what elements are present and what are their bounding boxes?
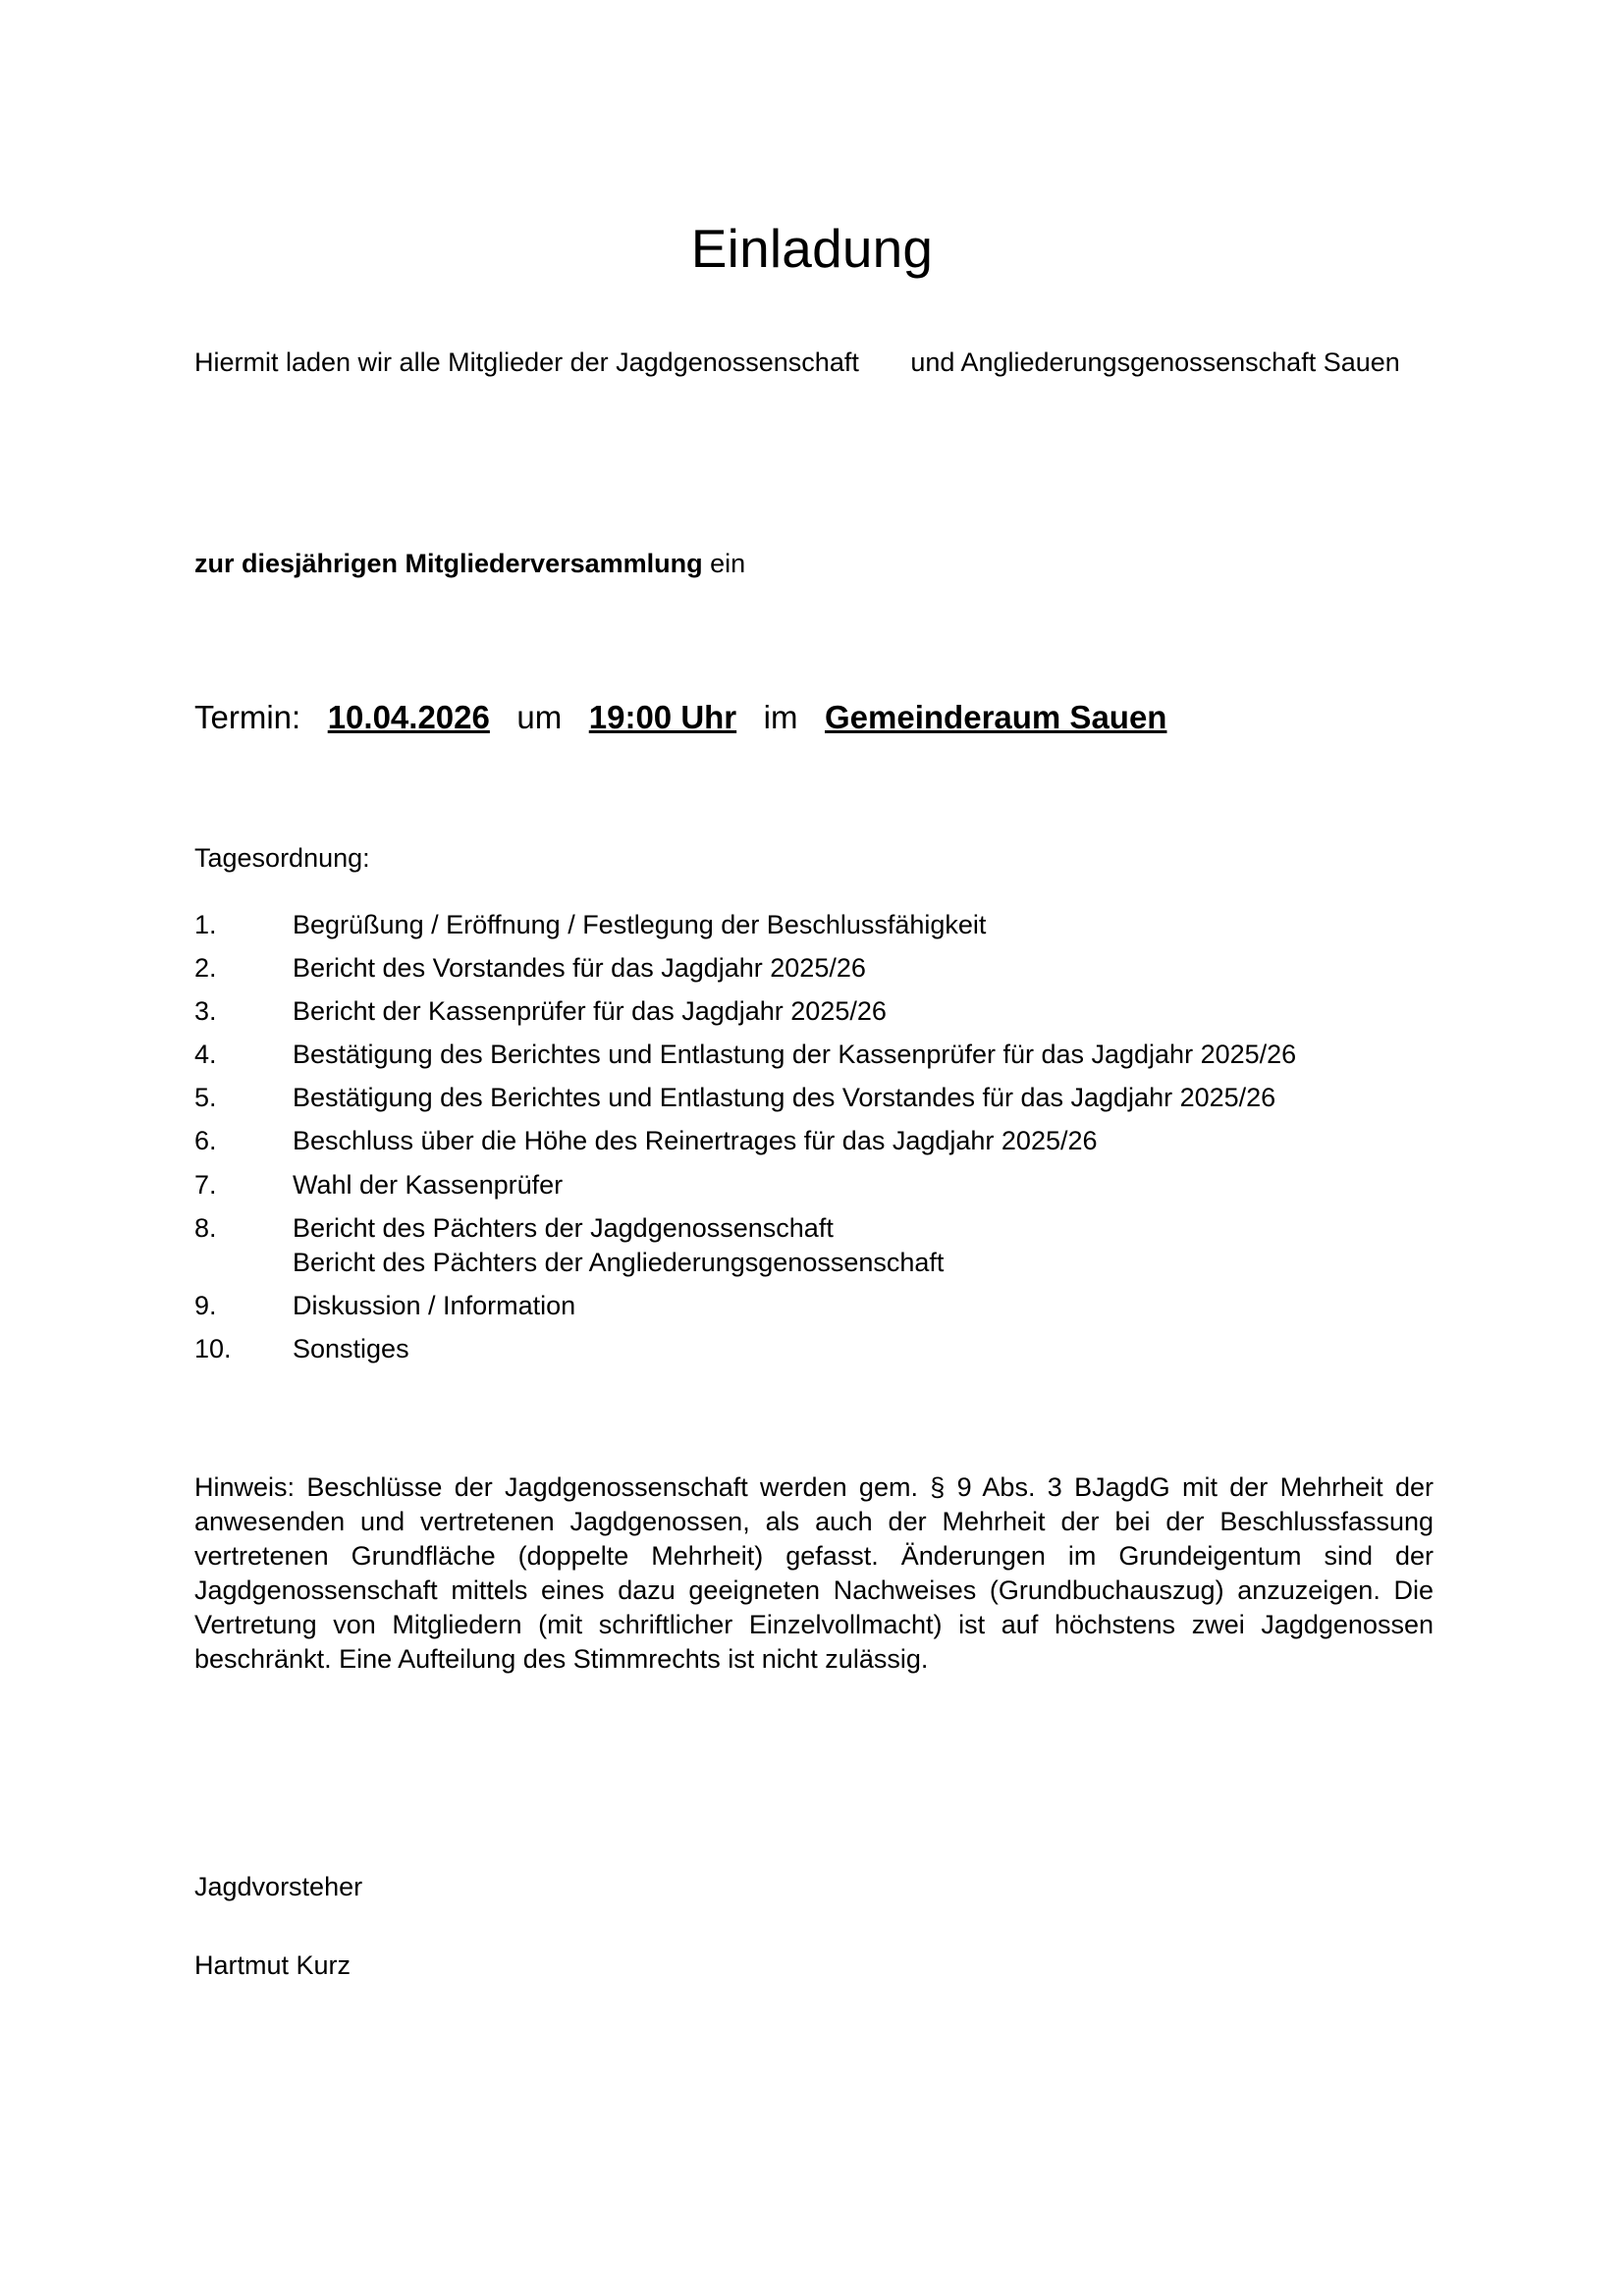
signature-role: Jagdvorsteher [194, 1872, 363, 1901]
termin-line [194, 696, 1434, 739]
termin-connector-um: um [516, 699, 563, 735]
agenda-item-text: Bericht des Vorstandes für das Jagdjahr 2025/26 [293, 953, 866, 984]
subline-bold-text: zur diesjährigen Mitgliederversammlung [194, 549, 703, 578]
agenda-item-number: 10. [194, 1333, 232, 1363]
termin-date: 10.04.2026 [327, 699, 490, 735]
agenda-item-text: Bestätigung des Berichtes und Entlastung der Kassenprüfer für das Jagdjahr 2025/26 [293, 1040, 1297, 1070]
agenda-item-number: 2. [194, 953, 217, 984]
agenda-item [194, 1168, 1434, 1202]
agenda-item [194, 1124, 1434, 1158]
agenda-item-text: Wahl der Kassenprüfer [293, 1169, 564, 1200]
hinweis-paragraph: Hinweis: Beschlüsse der Jagdgenossenschaft werden gem. § 9 Abs. 3 BJagdG mit der Mehrheit der anwesenden und vertretenen Jagdgenossen, als auch der Mehrheit der bei der Beschlussfassung vertretenen Grundfläche (doppelte Mehrheit) gefasst. Änderungen im Grundeigentum sind der Jagdgenossenschaft mittels eines dazu geeigneten Nachweises (Grundbuchauszug) anzuzeigen. Die Vertretung von Mitgliedern (mit schriftlicher Einzelvollmacht) ist auf höchstens zwei Jagdgenossen beschränkt. Eine Aufteilung des Stimmrechts ist nicht zulässig. [194, 1472, 1434, 1675]
agenda-item [194, 1211, 1434, 1280]
agenda-item-number: 3. [194, 996, 217, 1027]
agenda-list [194, 908, 1434, 1366]
termin-connector-im: im [763, 699, 798, 735]
agenda-item-text: Bericht der Kassenprüfer für das Jagdjahr 2025/26 [293, 996, 887, 1027]
agenda-item-text: Sonstiges [293, 1333, 409, 1363]
agenda-item-text: Bestätigung des Berichtes und Entlastung des Vorstandes für das Jagdjahr 2025/26 [293, 1083, 1276, 1113]
agenda-item [194, 1332, 1434, 1366]
agenda-label: Tagesordnung: [194, 843, 370, 873]
intro-paragraph [194, 346, 1434, 380]
agenda-item-number: 4. [194, 1040, 217, 1070]
subline-paragraph [194, 547, 1434, 581]
signature-name: Hartmut Kurz [194, 1950, 352, 1980]
termin-venue: Gemeinderaum Sauen [825, 699, 1167, 735]
agenda-item-number: 5. [194, 1083, 217, 1113]
agenda-item-text: Diskussion / Information [293, 1290, 576, 1320]
agenda-item-text: Bericht des Pächters der Jagdgenossenschaft [293, 1212, 834, 1243]
agenda-item [194, 994, 1434, 1029]
agenda-item [194, 1038, 1434, 1072]
termin-time: 19:00 Uhr [588, 699, 737, 735]
page-title: Einladung [690, 217, 934, 279]
agenda-item-subtext: Bericht des Pächters der Angliederungsgenossenschaft [293, 1247, 945, 1277]
agenda-item-number: 9. [194, 1290, 217, 1320]
agenda-item [194, 951, 1434, 986]
agenda-item-number: 6. [194, 1126, 217, 1156]
agenda-item [194, 1081, 1434, 1115]
agenda-item [194, 1289, 1434, 1323]
termin-label: Termin: [194, 699, 301, 735]
agenda-item-text: Beschluss über die Höhe des Reinertrages für das Jagdjahr 2025/26 [293, 1126, 1098, 1156]
subline-tail-text: ein [702, 549, 746, 578]
agenda-item-number: 1. [194, 910, 217, 939]
agenda-item-text: Begrüßung / Eröffnung / Festlegung der Beschlussfähigkeit [293, 910, 987, 939]
intro-line1-part2: und [910, 347, 955, 377]
agenda-item [194, 908, 1434, 942]
agenda-item-number: 8. [194, 1212, 217, 1243]
agenda-item-number: 7. [194, 1169, 217, 1200]
intro-line2: Angliederungsgenossenschaft Sauen [960, 347, 1400, 377]
intro-line1-part1: Hiermit laden wir alle Mitglieder der Jagdgenossenschaft [194, 347, 859, 377]
